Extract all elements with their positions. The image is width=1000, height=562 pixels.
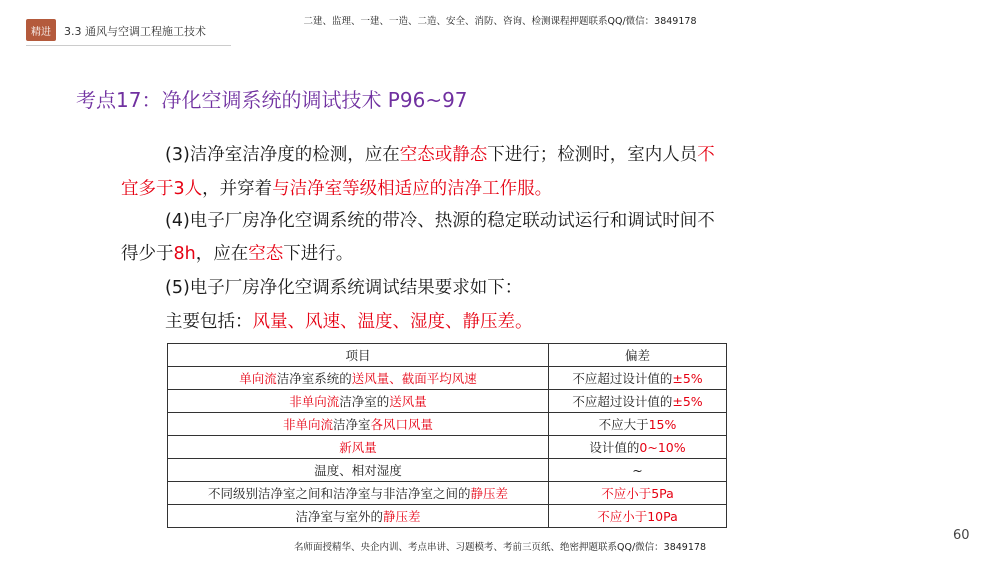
column-header-item: 项目 (168, 344, 549, 367)
header-divider (26, 45, 231, 46)
highlight-text: 15% (648, 417, 677, 432)
text-segment: 下进行。 (283, 244, 354, 264)
tolerance-table (167, 343, 727, 528)
body-line-4 (121, 240, 353, 265)
cell-item (168, 413, 549, 436)
cell-item (168, 482, 549, 505)
highlight-text: 不 (697, 145, 715, 165)
text-segment: 不同级别洁净室之间和洁净室与非洁净室之间的 (207, 486, 471, 501)
top-banner: 二建、监理、一建、一造、二造、安全、消防、咨询、检测课程押题联系QQ/微信：3849178 (303, 16, 697, 27)
table-row (168, 367, 727, 390)
column-header-deviation: 偏差 (549, 344, 727, 367)
highlight-text: 空态 (248, 244, 284, 264)
text-segment: ，并穿着 (202, 179, 273, 199)
highlight-text: 单向流 (239, 371, 277, 386)
page-title: 考点17：净化空调系统的调试技术 P96~97 (76, 88, 468, 112)
table-row (168, 482, 727, 505)
table-row (168, 505, 727, 528)
text-segment: 温度、相对湿度 (314, 463, 402, 478)
text-segment: 不应大于 (598, 417, 649, 432)
table-header-row (168, 344, 727, 367)
highlight-text: ±5% (672, 394, 703, 409)
text-segment: ~ (632, 462, 643, 478)
table-row (168, 390, 727, 413)
highlight-text: 非单向流 (282, 417, 333, 432)
section-label: 3.3 通风与空调工程施工技术 (64, 25, 206, 38)
text-segment: ，应在 (195, 244, 249, 264)
highlight-text: 与洁净室等级相适应的洁净工作服。 (272, 179, 553, 199)
highlight-text: 空态或静态 (399, 145, 488, 165)
text-segment: 下进行；检测时，室内人员 (487, 145, 698, 165)
text-segment: (3)洁净室洁净度的检测，应在 (165, 145, 400, 165)
body-line-2 (121, 175, 552, 200)
page-number: 60 (953, 528, 970, 543)
highlight-text: 送风量、截面平均风速 (351, 371, 477, 386)
cell-item (168, 505, 549, 528)
highlight-text: 8h (173, 244, 196, 264)
highlight-text: 静压差 (470, 486, 509, 501)
table-row (168, 413, 727, 436)
text-segment: 洁净室 (332, 417, 371, 432)
brand-badge: 精进 (26, 19, 56, 41)
text-segment: 设计值的 (589, 440, 640, 455)
cell-item (168, 390, 549, 413)
cell-deviation (549, 436, 727, 459)
table-row (168, 436, 727, 459)
highlight-text: 风量、风速、温度、湿度、静压差。 (252, 312, 533, 332)
text-segment: 洁净室系统的 (276, 371, 352, 386)
text-segment: 洁净室与室外的 (295, 509, 383, 524)
cell-item (168, 367, 549, 390)
body-line-1 (165, 141, 715, 166)
cell-item (168, 436, 549, 459)
highlight-text: 各风口风量 (370, 417, 434, 432)
cell-deviation (549, 505, 727, 528)
text-segment: 得少于 (121, 244, 174, 264)
cell-deviation (549, 367, 727, 390)
body-line-3: (4)电子厂房净化空调系统的带冷、热源的稳定联动试运行和调试时间不 (165, 211, 715, 231)
highlight-text: 静压差 (383, 509, 421, 524)
cell-deviation (549, 459, 727, 482)
table-row (168, 459, 727, 482)
table-body (168, 367, 727, 528)
cell-deviation (549, 390, 727, 413)
highlight-text: 宜多于3人 (121, 179, 203, 199)
highlight-text: 不应小于5Pa (601, 486, 674, 501)
highlight-text: 0~10% (639, 440, 686, 455)
highlight-text: 非单向流 (289, 394, 340, 409)
highlight-text: 不应小于10Pa (597, 509, 678, 524)
text-segment: 洁净室的 (339, 394, 390, 409)
bottom-banner: 名师面授精华、央企内训、考点串讲、习题模考、考前三页纸、绝密押题联系QQ/微信：3849178 (294, 542, 706, 553)
body-line-6 (165, 308, 533, 333)
cell-item (168, 459, 549, 482)
text-segment: 不应超过设计值的 (572, 371, 673, 386)
highlight-text: 送风量 (389, 394, 427, 409)
highlight-text: ±5% (672, 371, 703, 386)
cell-deviation (549, 482, 727, 505)
text-segment: 主要包括： (165, 312, 253, 332)
text-segment: 不应超过设计值的 (572, 394, 673, 409)
cell-deviation (549, 413, 727, 436)
highlight-text: 新风量 (339, 440, 377, 455)
body-line-5: (5)电子厂房净化空调系统调试结果要求如下： (165, 278, 523, 298)
